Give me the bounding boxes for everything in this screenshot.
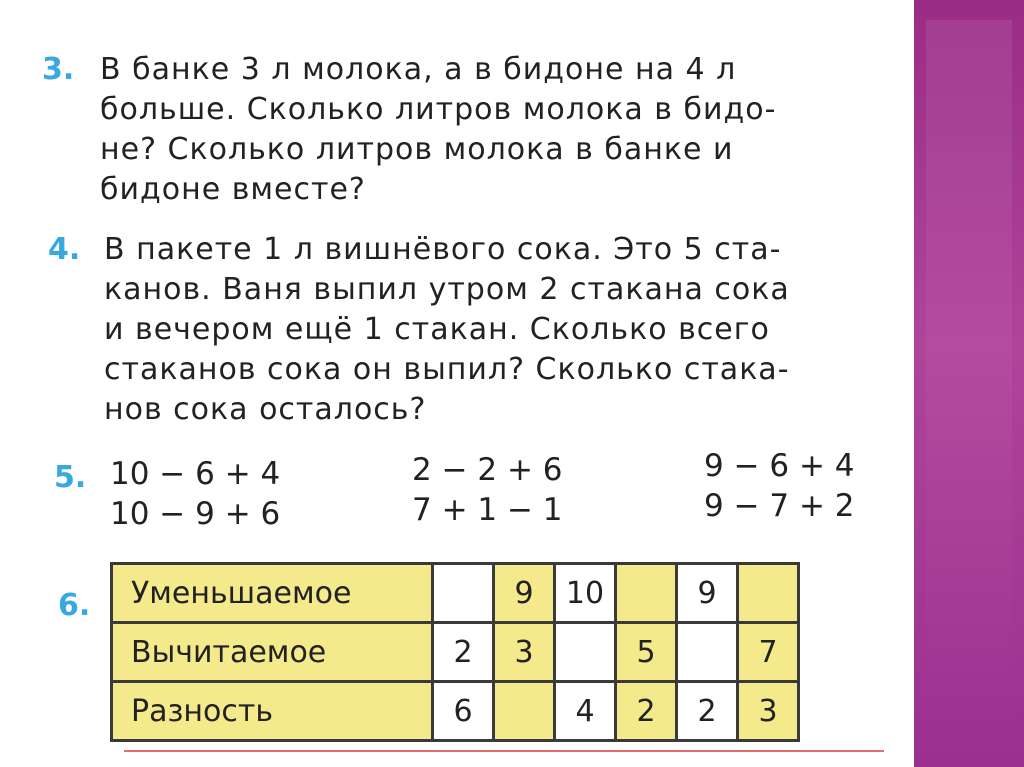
expression: 2 − 2 + 6	[412, 452, 563, 488]
table-cell: 5	[616, 623, 677, 682]
subtraction-table	[110, 562, 800, 742]
table-row	[112, 564, 799, 623]
task-4-number: 4.	[48, 232, 81, 267]
task-3-line: бидоне вместе?	[100, 172, 366, 207]
task-3-text	[100, 50, 860, 210]
task-4-text	[104, 230, 864, 430]
table-row	[112, 682, 799, 741]
task-4-line: канов. Ваня выпил утром 2 стакана сока	[104, 272, 790, 307]
expression: 10 − 6 + 4	[110, 456, 281, 492]
table-cell: 6	[433, 682, 494, 741]
expression: 9 − 6 + 4	[704, 448, 855, 484]
table-cell: 2	[433, 623, 494, 682]
table-cell: 3	[494, 623, 555, 682]
page-rule-line	[124, 750, 884, 752]
row-label-subtrahend: Вычитаемое	[112, 623, 433, 682]
decorative-side-band	[914, 0, 1024, 767]
table-row	[112, 623, 799, 682]
task-4-line: и вечером ещё 1 стакан. Сколько всего	[104, 312, 770, 347]
row-label-minuend: Уменьшаемое	[112, 564, 433, 623]
task-4-line: стаканов сока он выпил? Сколько стака-	[104, 352, 790, 387]
task-5-number: 5.	[54, 460, 87, 495]
expression: 10 − 9 + 6	[110, 496, 281, 532]
table-cell	[494, 682, 555, 741]
textbook-page	[14, 34, 884, 767]
table-cell: 2	[677, 682, 738, 741]
table-cell	[738, 564, 799, 623]
task-3-number: 3.	[42, 52, 75, 87]
table-cell	[433, 564, 494, 623]
table-cell	[677, 623, 738, 682]
expression: 7 + 1 − 1	[412, 492, 563, 528]
table-cell: 2	[616, 682, 677, 741]
table-cell: 10	[555, 564, 616, 623]
table-cell: 3	[738, 682, 799, 741]
table-cell: 4	[555, 682, 616, 741]
task-4-line: нов сока осталось?	[104, 392, 427, 427]
expression: 9 − 7 + 2	[704, 488, 855, 524]
table-cell	[616, 564, 677, 623]
task-4-line: В пакете 1 л вишнёвого сока. Это 5 ста-	[104, 232, 782, 267]
task-3-line: не? Сколько литров молока в банке и	[100, 132, 734, 167]
table-cell: 7	[738, 623, 799, 682]
decorative-side-band-highlight	[926, 20, 1012, 740]
task-3-line: больше. Сколько литров молока в бидо-	[100, 92, 777, 127]
task-6-number: 6.	[58, 588, 91, 623]
table-cell: 9	[494, 564, 555, 623]
task-3-line: В банке 3 л молока, а в бидоне на 4 л	[100, 52, 737, 87]
row-label-difference: Разность	[112, 682, 433, 741]
table-cell: 9	[677, 564, 738, 623]
table-cell	[555, 623, 616, 682]
